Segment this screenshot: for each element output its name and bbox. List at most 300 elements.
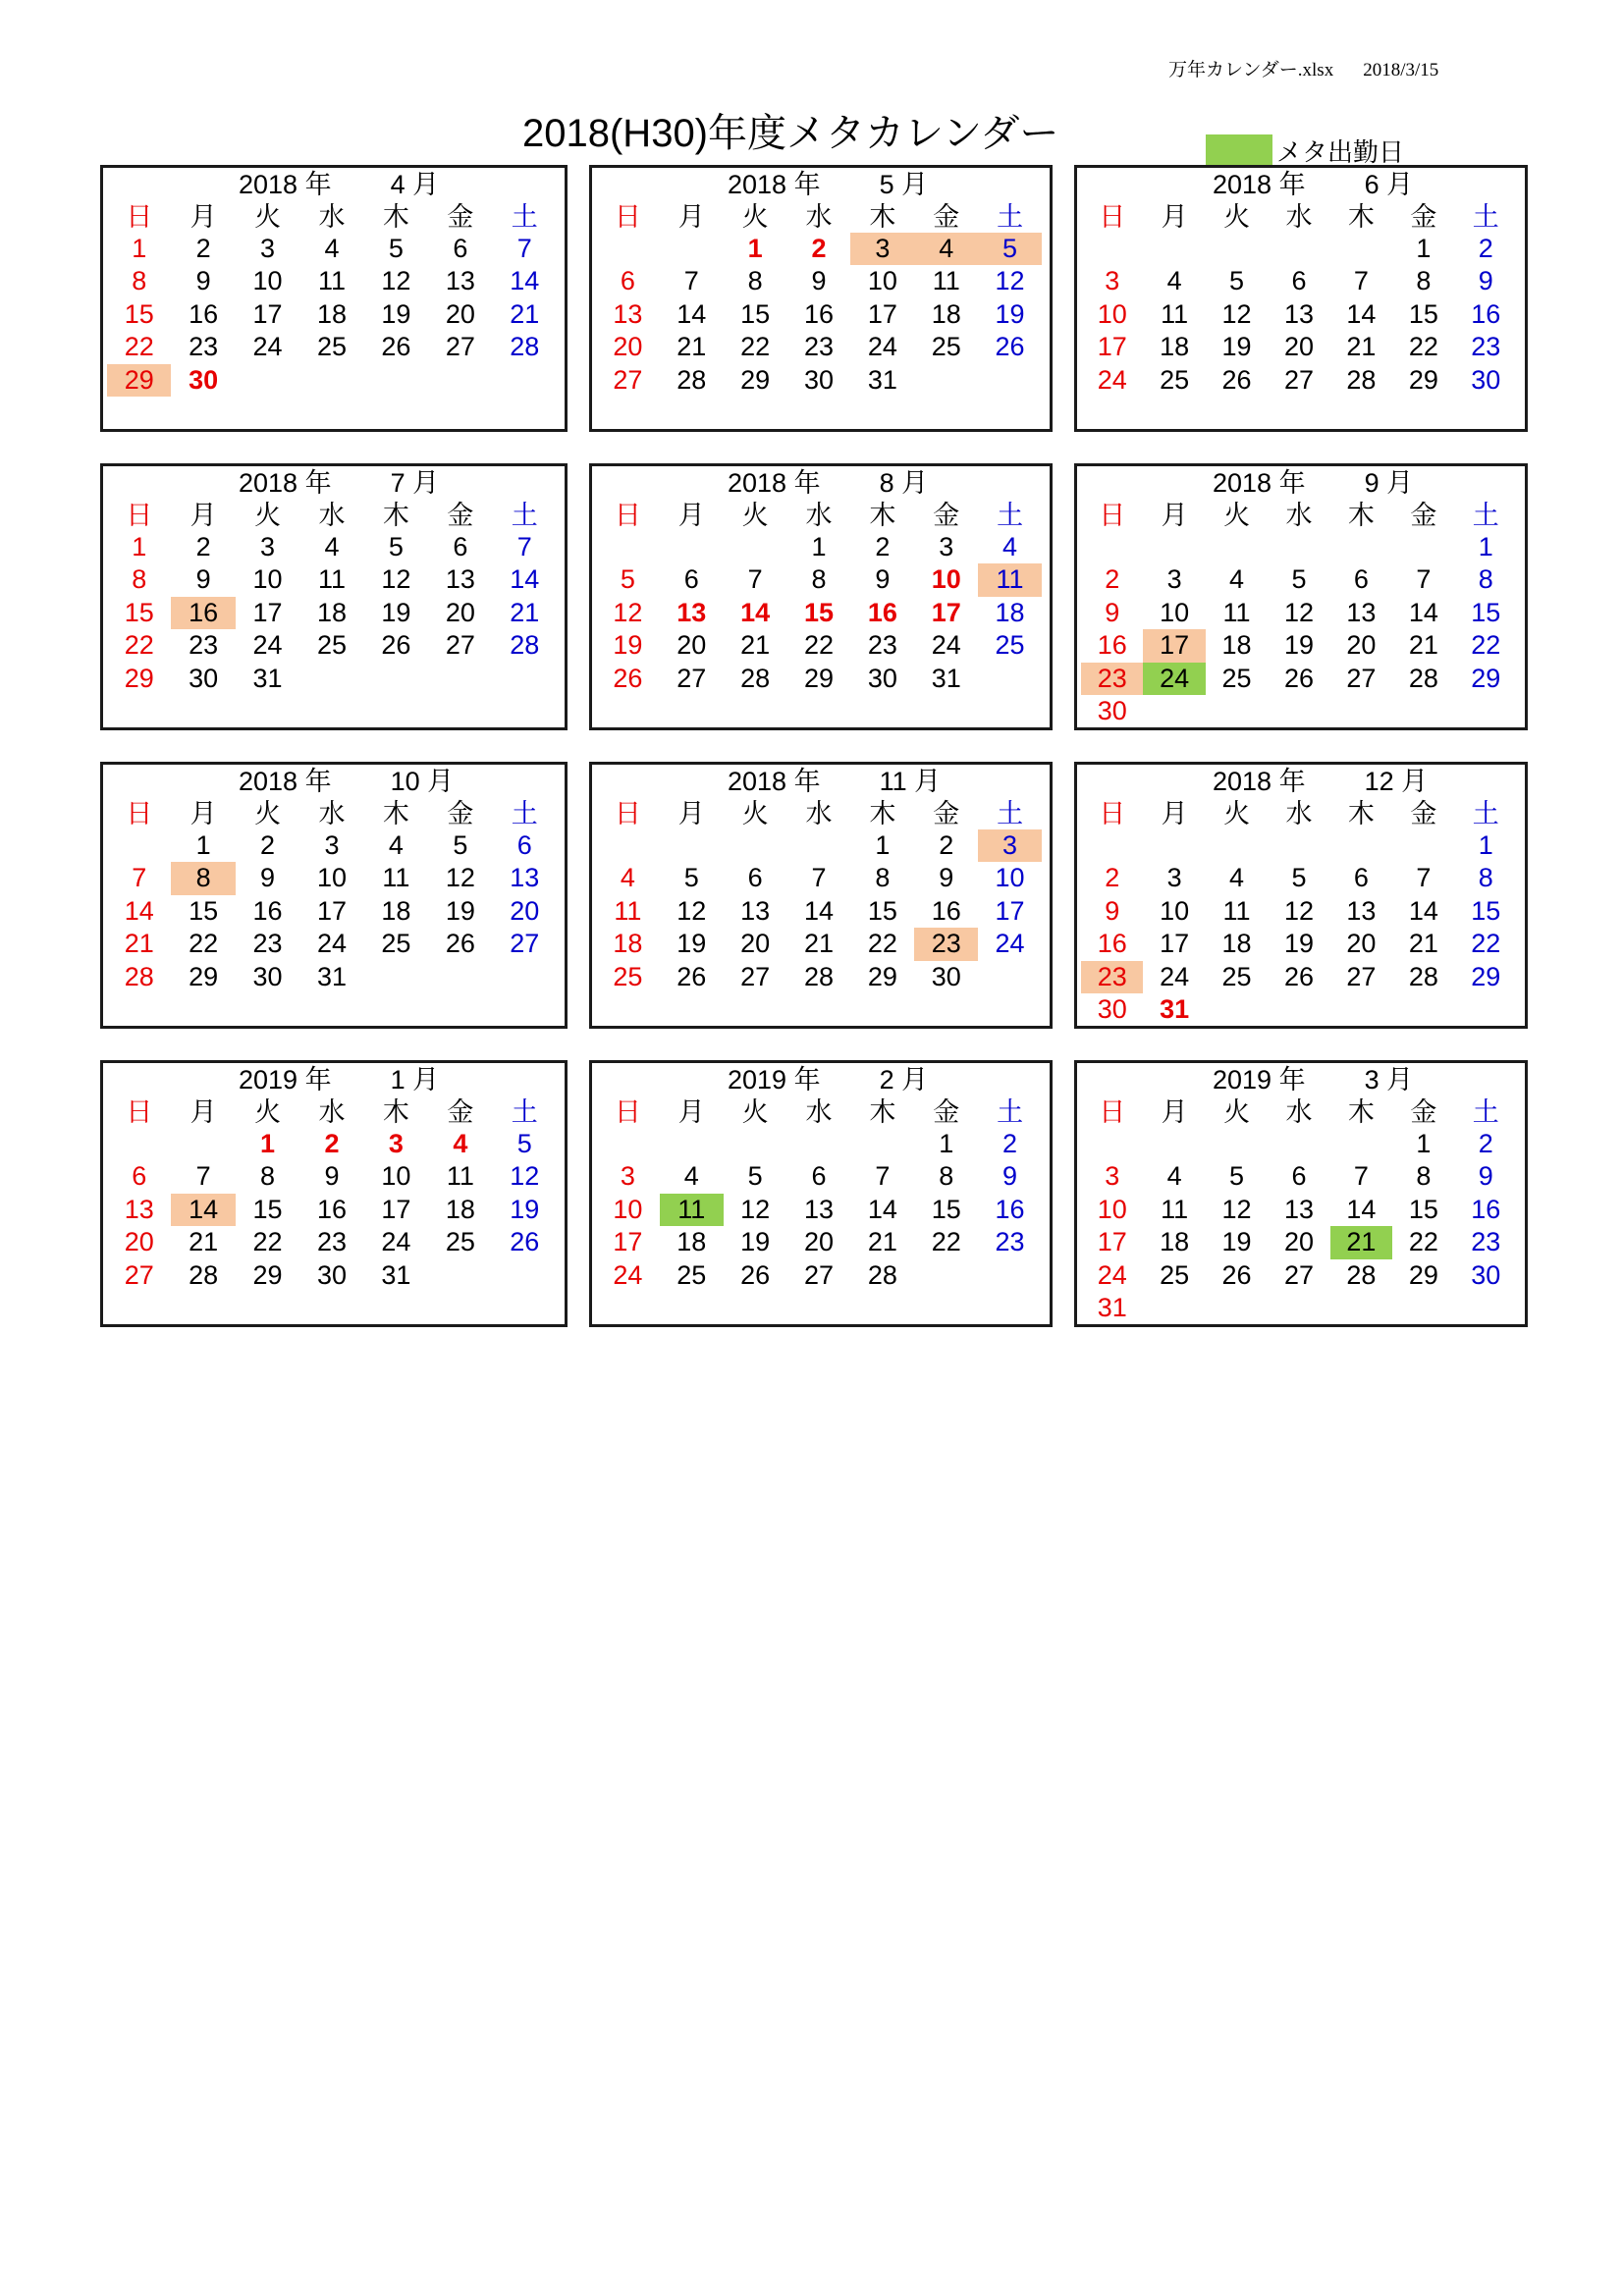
day-cell: 22 [124, 332, 154, 361]
day-cell: 25 [381, 929, 411, 958]
day-cell: 2 [1105, 564, 1120, 594]
day-cell: 9 [1002, 1161, 1018, 1191]
weekday-label: 土 [1472, 1097, 1499, 1127]
day-cell: 5 [1229, 1161, 1245, 1191]
day-cell: 19 [510, 1194, 540, 1224]
day-cell: 1 [747, 233, 763, 263]
weekday-header [1081, 498, 1517, 531]
day-cell: 13 [510, 863, 540, 892]
day-cell: 20 [1283, 1227, 1315, 1256]
day-cell: 24 [252, 630, 283, 660]
day-cell: 20 [510, 895, 540, 926]
day-cell: 26 [740, 1259, 771, 1290]
day-cell: 15 [931, 1194, 961, 1224]
day-grid [596, 1128, 1042, 1293]
day-cell: 21 [510, 298, 540, 329]
day-cell: 5 [388, 233, 404, 263]
day-cell: 10 [613, 1194, 643, 1224]
weekday-label: 金 [1410, 799, 1437, 828]
day-cell: 27 [445, 332, 475, 361]
day-cell: 26 [381, 332, 411, 361]
month-label: 4 月 [390, 170, 440, 199]
day-cell: 15 [1408, 298, 1438, 329]
empty-cell [596, 829, 660, 863]
day-cell: 11 [446, 1161, 474, 1191]
weekday-label: 日 [126, 202, 153, 232]
day-cell: 16 [995, 1194, 1025, 1224]
weekday-header [107, 796, 557, 829]
weekday-label: 金 [933, 501, 960, 530]
day-cell: 8 [811, 564, 827, 594]
month-calendar [1074, 463, 1528, 730]
empty-cell [1206, 829, 1268, 863]
day-cell: 18 [316, 298, 348, 329]
day-cell: 17 [316, 895, 348, 926]
day-cell: 15 [1471, 597, 1501, 627]
day-cell: 9 [195, 266, 211, 295]
day-cell: 27 [613, 364, 643, 395]
day-cell: 10 [252, 564, 283, 594]
empty-cell [1081, 829, 1143, 863]
day-cell: 26 [510, 1227, 540, 1256]
day-cell: 13 [1346, 597, 1377, 627]
day-cell: 14 [1346, 1194, 1377, 1224]
day-cell: 15 [803, 597, 835, 627]
weekday-label: 木 [382, 202, 409, 232]
day-cell: 24 [316, 929, 348, 958]
day-cell: 12 [1221, 298, 1252, 329]
weekday-label: 月 [1161, 501, 1188, 530]
month-label: 3 月 [1364, 1065, 1414, 1095]
month-title [107, 168, 557, 199]
day-cell: 2 [324, 1128, 340, 1158]
month-title [107, 765, 557, 796]
weekday-label: 土 [511, 202, 538, 232]
day-cell: 16 [171, 597, 235, 630]
weekday-label: 日 [1099, 501, 1126, 530]
day-cell: 27 [445, 630, 475, 660]
day-cell: 4 [388, 829, 404, 860]
day-cell: 30 [189, 663, 219, 693]
day-cell: 6 [1353, 863, 1369, 892]
day-cell: 20 [676, 630, 707, 660]
day-cell: 2 [195, 233, 211, 263]
month-title [596, 168, 1042, 199]
day-cell: 21 [740, 630, 771, 660]
day-cell: 28 [510, 630, 540, 660]
day-cell: 12 [676, 895, 707, 926]
day-cell: 4 [1229, 564, 1245, 594]
weekday-label: 土 [511, 1097, 538, 1127]
day-cell: 16 [189, 298, 219, 329]
day-cell: 26 [1221, 364, 1252, 395]
day-cell: 18 [931, 298, 961, 329]
day-cell: 6 [620, 266, 635, 295]
empty-cell [596, 531, 660, 564]
day-cell: 17 [995, 895, 1025, 926]
day-cell: 10 [316, 863, 348, 892]
empty-cell [724, 531, 787, 564]
day-cell: 12 [995, 266, 1025, 295]
day-cell: 7 [132, 863, 147, 892]
day-cell: 19 [613, 630, 643, 660]
day-cell: 22 [1471, 929, 1501, 958]
day-grid [1081, 531, 1517, 728]
day-cell: 26 [995, 332, 1025, 361]
day-cell: 29 [107, 364, 171, 398]
day-cell: 16 [867, 597, 897, 627]
day-cell: 29 [803, 663, 835, 693]
day-cell: 22 [740, 332, 771, 361]
day-cell: 21 [510, 597, 540, 627]
weekday-label: 水 [805, 202, 833, 232]
day-cell: 8 [1416, 1161, 1432, 1191]
month-calendar [589, 165, 1053, 432]
weekday-label: 土 [997, 202, 1024, 232]
day-cell: 5 [453, 829, 468, 860]
day-cell: 9 [1478, 266, 1493, 295]
weekday-label: 月 [677, 202, 705, 232]
day-cell: 4 [683, 1161, 699, 1191]
day-cell: 23 [914, 928, 978, 961]
day-cell: 1 [1478, 531, 1493, 561]
day-cell: 19 [676, 929, 707, 958]
weekday-label: 金 [447, 799, 474, 828]
empty-cell [787, 829, 851, 863]
day-cell: 10 [931, 564, 961, 594]
day-cell: 20 [1346, 630, 1377, 660]
month-title [1081, 466, 1517, 498]
day-cell: 12 [1283, 895, 1315, 926]
day-cell: 7 [516, 531, 532, 561]
day-cell: 18 [1160, 1227, 1190, 1256]
empty-cell [660, 531, 724, 564]
day-cell: 28 [189, 1259, 219, 1290]
day-cell: 22 [1471, 630, 1501, 660]
day-cell: 19 [381, 298, 411, 329]
month-label: 11 月 [879, 767, 942, 796]
day-cell: 29 [1471, 961, 1501, 991]
day-cell: 21 [1330, 1226, 1392, 1259]
day-cell: 12 [510, 1161, 540, 1191]
day-cell: 8 [171, 862, 235, 895]
weekday-label: 火 [741, 799, 769, 828]
month-calendar [1074, 762, 1528, 1029]
legend-swatch [1206, 134, 1272, 167]
day-cell: 26 [613, 663, 643, 693]
day-cell: 14 [803, 895, 835, 926]
day-cell: 10 [867, 266, 897, 295]
weekday-label: 木 [1347, 202, 1375, 232]
legend-label: メタ出勤日 [1276, 137, 1405, 167]
month-title [107, 466, 557, 498]
day-cell: 3 [260, 233, 276, 263]
day-cell: 28 [1408, 663, 1438, 693]
day-cell: 20 [1283, 332, 1315, 361]
day-cell: 29 [740, 364, 771, 395]
day-cell: 26 [381, 630, 411, 660]
weekday-label: 月 [189, 501, 217, 530]
empty-cell [1206, 233, 1268, 266]
day-cell: 16 [1097, 929, 1127, 958]
day-cell: 4 [324, 233, 340, 263]
day-cell: 20 [124, 1227, 154, 1256]
day-cell: 25 [1160, 1259, 1190, 1290]
day-grid [1081, 1128, 1517, 1325]
day-cell: 21 [676, 332, 707, 361]
weekday-header [1081, 199, 1517, 233]
day-cell: 26 [445, 929, 475, 958]
weekday-label: 日 [1099, 799, 1126, 828]
day-cell: 11 [1161, 1194, 1189, 1224]
day-cell: 13 [1283, 298, 1315, 329]
day-cell: 22 [252, 1227, 283, 1256]
day-cell: 11 [1161, 298, 1189, 329]
day-cell: 19 [445, 895, 475, 926]
day-cell: 13 [740, 895, 771, 926]
month-year-label: 2018 年 [728, 170, 821, 199]
day-cell: 6 [1291, 266, 1307, 295]
day-grid [596, 233, 1042, 398]
month-calendar [100, 165, 568, 432]
day-cell: 5 [683, 863, 699, 892]
weekday-label: 月 [189, 202, 217, 232]
day-cell: 27 [1346, 663, 1377, 693]
month-year-label: 2018 年 [728, 767, 821, 796]
day-cell: 18 [316, 597, 348, 627]
day-cell: 12 [1221, 1194, 1252, 1224]
day-cell: 1 [811, 531, 827, 561]
weekday-header [596, 498, 1042, 531]
day-cell: 28 [676, 364, 707, 395]
empty-cell [1268, 1128, 1329, 1161]
day-cell: 6 [683, 564, 699, 594]
weekday-label: 火 [741, 501, 769, 530]
day-cell: 28 [1408, 961, 1438, 991]
weekday-label: 月 [1161, 1097, 1188, 1127]
day-cell: 4 [453, 1128, 468, 1158]
day-cell: 5 [1291, 564, 1307, 594]
day-cell: 18 [613, 929, 643, 958]
day-cell: 16 [1471, 298, 1501, 329]
day-cell: 13 [1283, 1194, 1315, 1224]
day-grid [107, 829, 557, 994]
day-grid [107, 233, 557, 398]
weekday-label: 火 [254, 799, 282, 828]
month-title [596, 466, 1042, 498]
weekday-label: 水 [805, 501, 833, 530]
day-cell: 25 [931, 332, 961, 361]
day-cell: 16 [252, 895, 283, 926]
empty-cell [1392, 829, 1454, 863]
day-cell: 28 [803, 961, 835, 991]
weekday-label: 土 [511, 799, 538, 828]
weekday-label: 水 [805, 799, 833, 828]
day-cell: 20 [445, 597, 475, 627]
day-cell: 2 [939, 829, 954, 860]
day-cell: 13 [124, 1194, 154, 1224]
day-cell: 15 [1471, 895, 1501, 926]
day-cell: 23 [189, 332, 219, 361]
day-cell: 9 [195, 564, 211, 594]
day-cell: 9 [324, 1161, 340, 1191]
day-cell: 31 [1097, 1293, 1127, 1322]
day-cell: 30 [1471, 1259, 1501, 1290]
empty-cell [1143, 1128, 1205, 1161]
day-cell: 14 [676, 298, 707, 329]
weekday-label: 木 [382, 799, 409, 828]
day-cell: 20 [1346, 929, 1377, 958]
day-cell: 18 [381, 895, 411, 926]
day-cell: 29 [252, 1259, 283, 1290]
day-cell: 3 [1105, 1161, 1120, 1191]
day-cell: 3 [1166, 863, 1182, 892]
day-cell: 17 [252, 298, 283, 329]
day-cell: 13 [676, 597, 707, 627]
day-cell: 3 [850, 233, 914, 266]
day-cell: 9 [1105, 597, 1120, 627]
day-cell: 19 [1221, 1227, 1252, 1256]
day-cell: 5 [388, 531, 404, 561]
weekday-label: 土 [1472, 501, 1499, 530]
empty-cell [171, 1128, 235, 1161]
day-cell: 15 [189, 895, 219, 926]
month-year-label: 2019 年 [1213, 1065, 1306, 1095]
day-cell: 14 [124, 895, 154, 926]
day-cell: 6 [1353, 564, 1369, 594]
month-label: 6 月 [1364, 170, 1414, 199]
day-cell: 30 [316, 1259, 348, 1290]
weekday-label: 日 [126, 1097, 153, 1127]
day-cell: 21 [867, 1227, 897, 1256]
day-cell: 25 [1221, 663, 1252, 693]
day-cell: 14 [510, 564, 540, 594]
day-cell: 11 [1222, 597, 1251, 627]
day-cell: 23 [1081, 663, 1143, 696]
weekday-header [1081, 796, 1517, 829]
day-cell: 18 [1160, 332, 1190, 361]
day-cell: 4 [1229, 863, 1245, 892]
day-cell: 21 [1346, 332, 1377, 361]
calendar-grid [100, 165, 1529, 1327]
day-cell: 3 [1105, 266, 1120, 295]
day-cell: 5 [1229, 266, 1245, 295]
empty-cell [1143, 531, 1205, 564]
day-cell: 30 [867, 663, 897, 693]
day-cell: 12 [1283, 597, 1315, 627]
day-cell: 26 [676, 961, 707, 991]
empty-cell [1330, 531, 1392, 564]
empty-cell [1081, 1128, 1143, 1161]
day-cell: 12 [381, 266, 411, 295]
day-cell: 14 [1346, 298, 1377, 329]
empty-cell [107, 829, 171, 863]
day-cell: 19 [1283, 929, 1315, 958]
day-cell: 5 [978, 233, 1042, 266]
day-cell: 9 [260, 863, 276, 892]
day-cell: 29 [1471, 663, 1501, 693]
day-cell: 6 [516, 829, 532, 860]
month-calendar [589, 762, 1053, 1029]
day-cell: 2 [1002, 1128, 1018, 1158]
day-cell: 27 [803, 1259, 835, 1290]
day-cell: 14 [740, 597, 771, 627]
empty-cell [596, 1128, 660, 1161]
day-cell: 19 [1283, 630, 1315, 660]
day-cell: 13 [445, 266, 475, 295]
month-year-label: 2018 年 [1213, 468, 1306, 498]
weekday-label: 水 [1285, 799, 1313, 828]
empty-cell [1392, 531, 1454, 564]
day-cell: 7 [811, 863, 827, 892]
day-cell: 7 [516, 233, 532, 263]
day-cell: 23 [189, 630, 219, 660]
day-cell: 31 [1160, 994, 1190, 1024]
day-cell: 31 [381, 1259, 411, 1290]
month-label: 7 月 [390, 468, 440, 498]
day-cell: 3 [324, 829, 340, 860]
weekday-label: 木 [382, 501, 409, 530]
day-cell: 7 [747, 564, 763, 594]
legend [1206, 133, 1404, 169]
day-cell: 24 [252, 332, 283, 361]
day-cell: 31 [316, 961, 348, 991]
day-cell: 2 [875, 531, 891, 561]
day-cell: 3 [939, 531, 954, 561]
month-calendar [1074, 1060, 1528, 1327]
weekday-label: 金 [933, 202, 960, 232]
weekday-label: 木 [1347, 799, 1375, 828]
day-cell: 18 [995, 597, 1025, 627]
day-cell: 15 [124, 597, 154, 627]
day-cell: 21 [189, 1227, 219, 1256]
day-cell: 1 [260, 1128, 276, 1158]
weekday-label: 月 [677, 799, 705, 828]
day-cell: 4 [324, 531, 340, 561]
month-year-label: 2018 年 [1213, 170, 1306, 199]
month-title [107, 1063, 557, 1095]
day-cell: 11 [614, 895, 642, 926]
month-label: 10 月 [390, 767, 455, 796]
day-cell: 31 [931, 663, 961, 693]
day-cell: 20 [613, 332, 643, 361]
day-grid [1081, 829, 1517, 1027]
day-cell: 18 [1221, 630, 1252, 660]
day-cell: 24 [613, 1259, 643, 1290]
day-cell: 24 [1143, 663, 1205, 696]
day-cell: 30 [252, 961, 283, 991]
empty-cell [1268, 531, 1329, 564]
month-calendar [589, 1060, 1053, 1327]
day-cell: 3 [620, 1161, 635, 1191]
day-cell: 1 [1416, 233, 1432, 263]
day-cell: 17 [1160, 929, 1190, 958]
weekday-label: 火 [1223, 202, 1251, 232]
weekday-label: 水 [318, 501, 346, 530]
day-cell: 9 [939, 863, 954, 892]
empty-cell [596, 233, 660, 266]
day-cell: 25 [445, 1227, 475, 1256]
weekday-label: 水 [1285, 501, 1313, 530]
weekday-header [596, 1095, 1042, 1128]
day-cell: 6 [1291, 1161, 1307, 1191]
day-cell: 26 [1221, 1259, 1252, 1290]
weekday-label: 金 [933, 799, 960, 828]
empty-cell [850, 1128, 914, 1161]
day-cell: 30 [1097, 696, 1127, 725]
day-cell: 7 [1416, 564, 1432, 594]
empty-cell [660, 1128, 724, 1161]
